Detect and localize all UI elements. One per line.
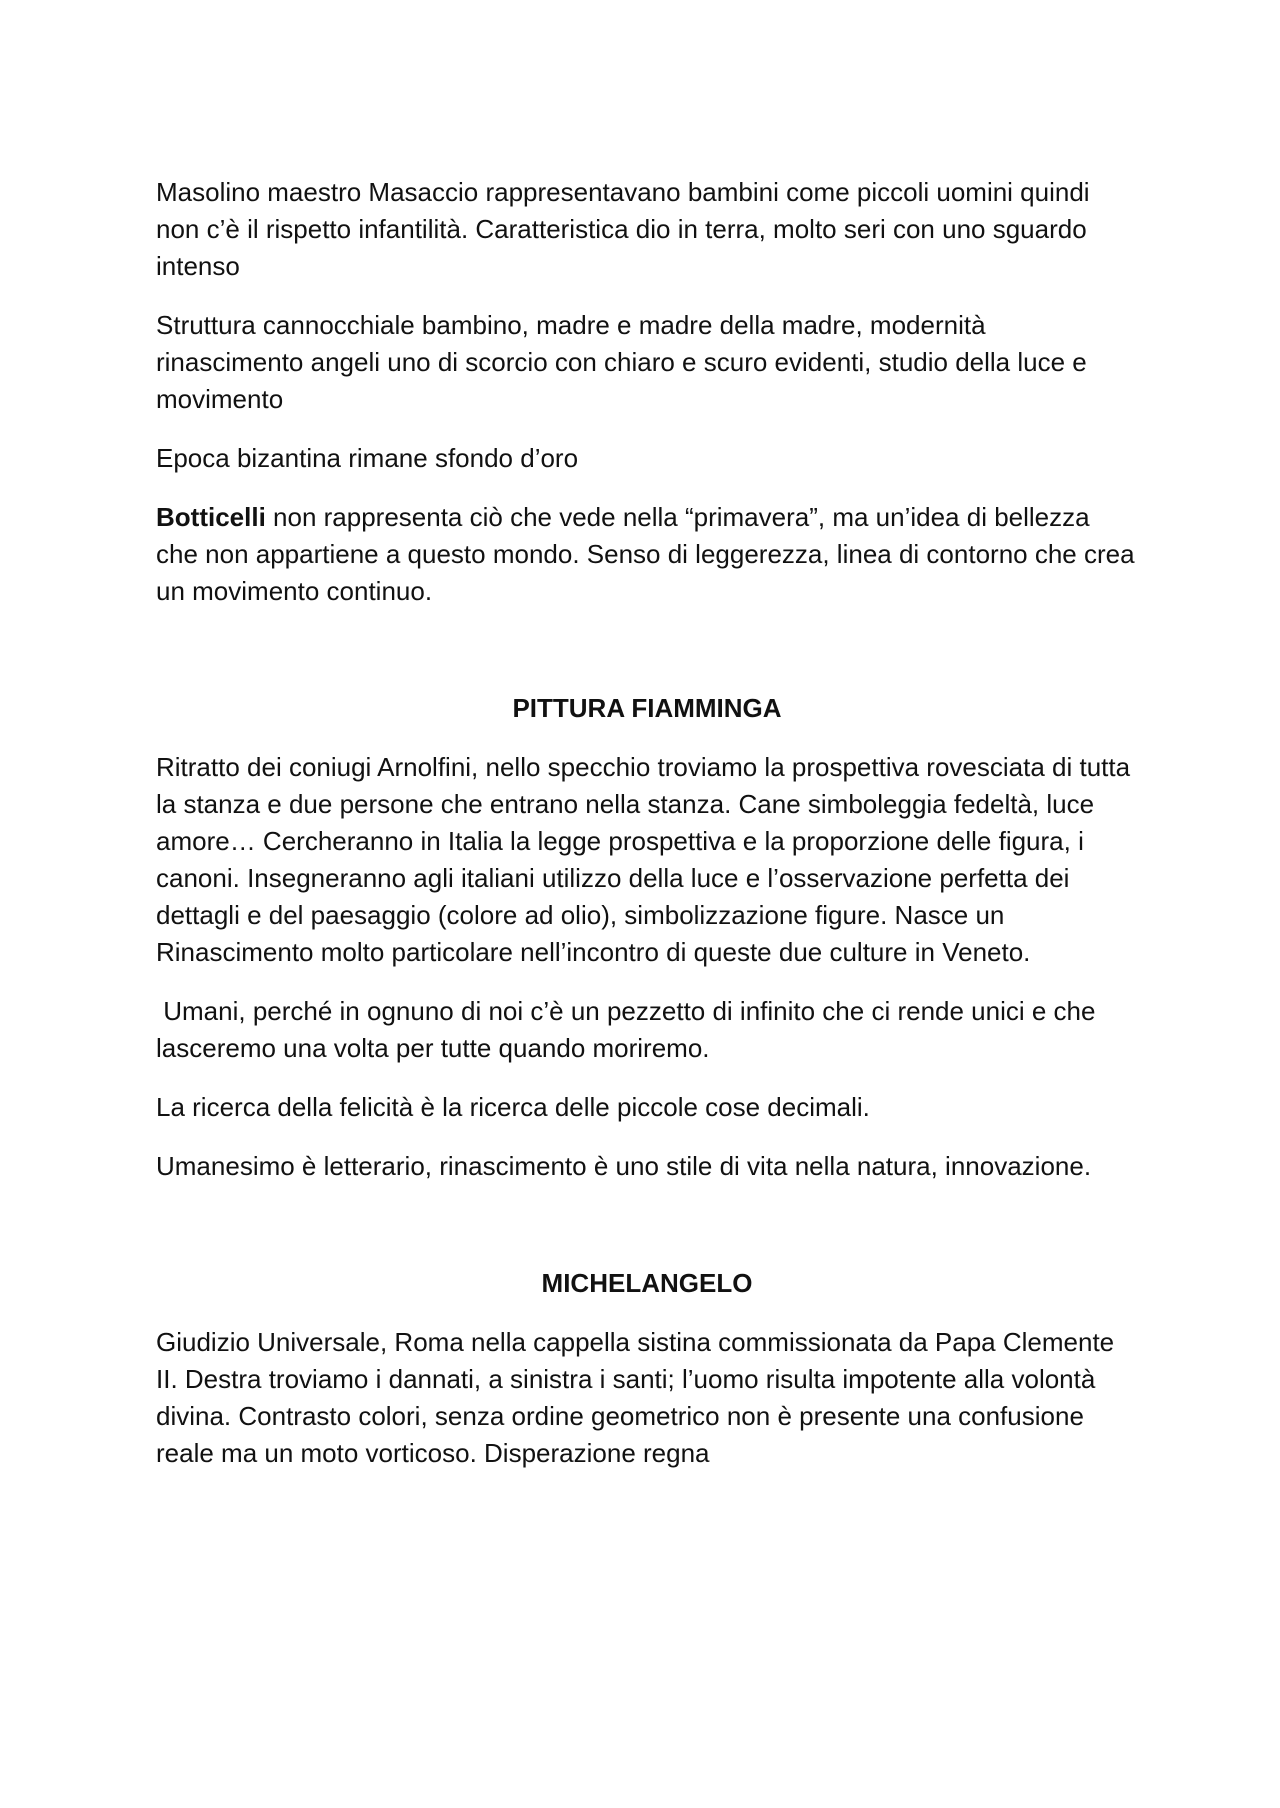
paragraph-umanesimo: Umanesimo è letterario, rinascimento è uno stile di vita nella natura, innovazione.: [156, 1151, 1092, 1181]
paragraph-felicita: La ricerca della felicità è la ricerca delle piccole cose decimali.: [156, 1092, 870, 1122]
paragraph-giudizio: Giudizio Universale, Roma nella cappella sistina commissionata da Papa Clemente II. Destra troviamo i dannati, a sinistra i santi; l’uomo risulta impotente alla volontà divina. Contrasto colori, senza ordine geometrico non è presente una confusione reale ma un moto vorticoso. Disperazione regna: [156, 1327, 1115, 1468]
paragraph-bizantina: Epoca bizantina rimane sfondo d’oro: [156, 443, 579, 473]
paragraph-masolino: Masolino maestro Masaccio rappresentavano bambini come piccoli uomini quindi non c’è il rispetto infantilità. Caratteristica dio in terra, molto seri con uno sguardo intenso: [156, 177, 1090, 281]
document-page: [156, 174, 1138, 1494]
paragraph-arnolfini: Ritratto dei coniugi Arnolfini, nello specchio troviamo la prospettiva rovesciata di tutta la stanza e due persone che entrano nella stanza. Cane simboleggia fedeltà, luce amore… Cercheranno in Italia la legge prospettiva e la proporzione delle figura, i canoni. Insegneranno agli italiani utilizzo della luce e l’osservazione perfetta dei dettagli e del paesaggio (colore ad olio), simbolizzazione figure. Nasce un Rinascimento molto particolare nell’incontro di queste due culture in Veneto.: [156, 752, 1131, 967]
paragraph-umani: Umani, perché in ognuno di noi c’è un pezzetto di infinito che ci rende unici e che lasceremo una volta per tutte quando moriremo.: [156, 996, 1103, 1063]
botticelli-lead: Botticelli: [156, 502, 266, 532]
paragraph-struttura: Struttura cannocchiale bambino, madre e madre della madre, modernità rinascimento angeli uno di scorcio con chiaro e scuro evidenti, studio della luce e movimento: [156, 310, 1087, 414]
heading-michelangelo: MICHELANGELO: [541, 1268, 753, 1298]
heading-pittura-fiamminga: PITTURA FIAMMINGA: [512, 693, 782, 723]
botticelli-text: non rappresenta ciò che vede nella “primavera”, ma un’idea di bellezza che non appartiene a questo mondo. Senso di leggerezza, linea di contorno che crea un movimento continuo.: [156, 502, 1135, 606]
paragraph-botticelli: [156, 499, 1138, 610]
